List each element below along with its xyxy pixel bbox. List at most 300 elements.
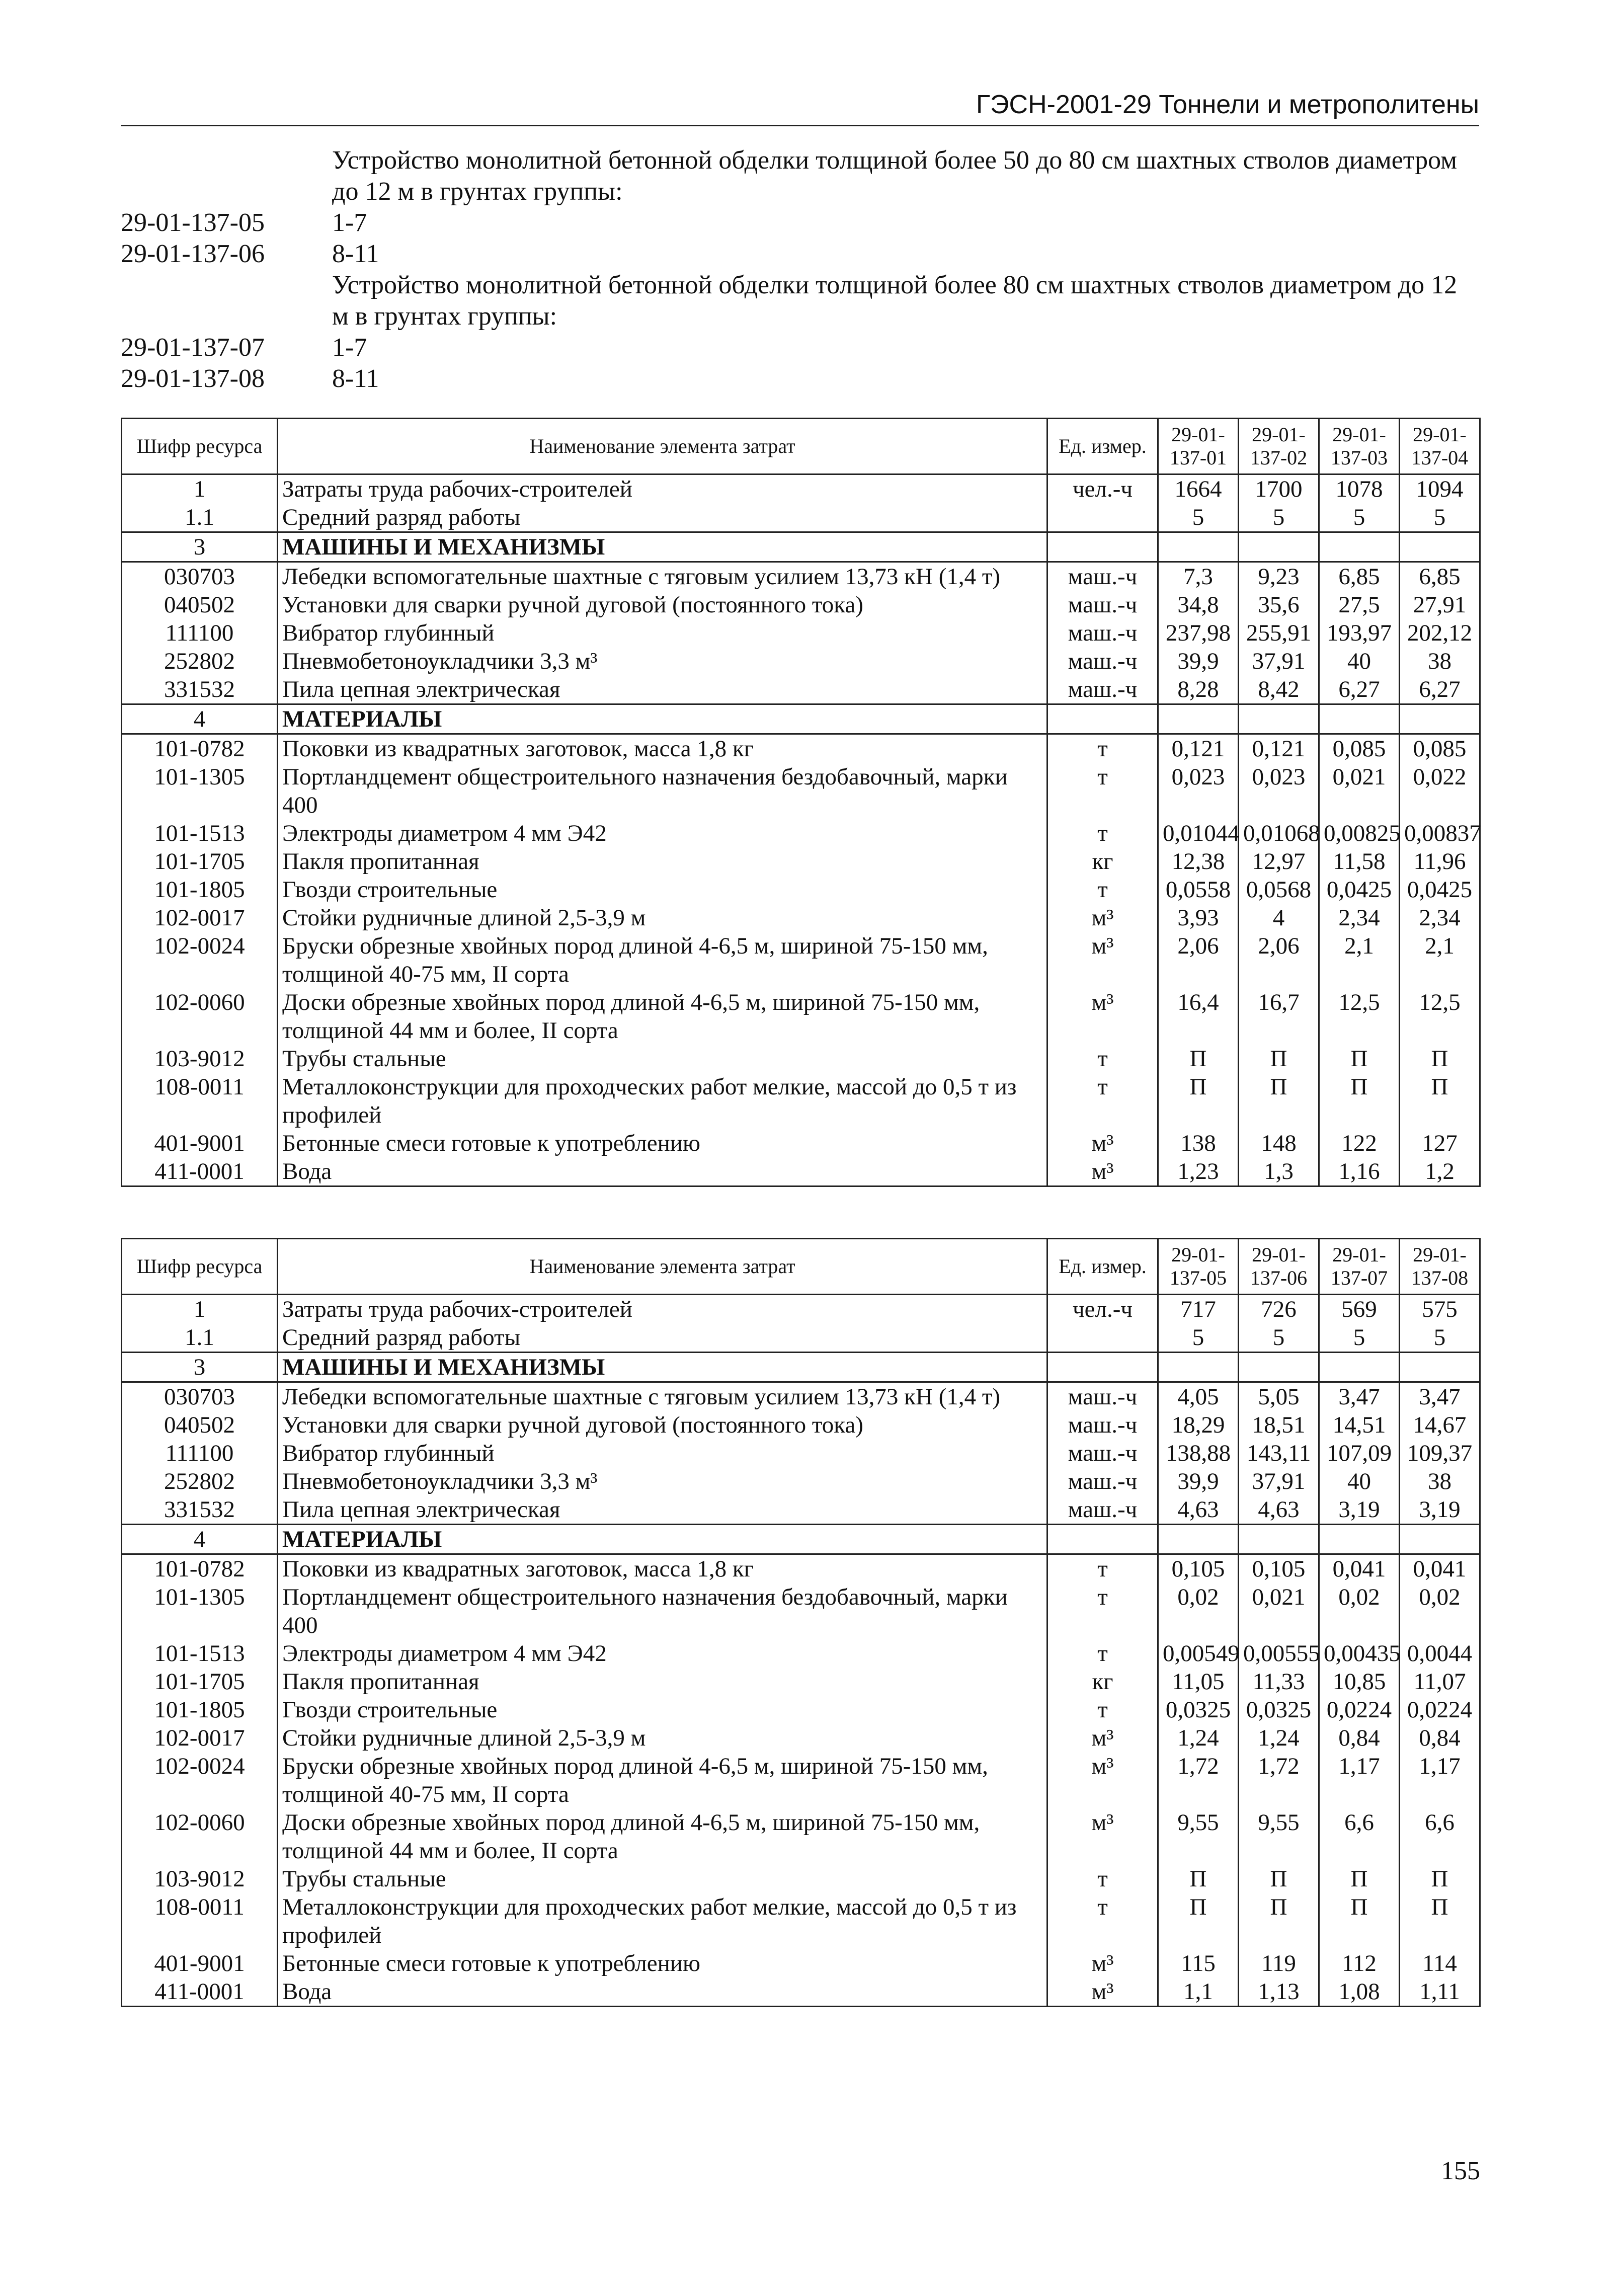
column-header-norm: 29-01-137-06	[1239, 1239, 1319, 1295]
table-row	[122, 1724, 1480, 1752]
cell-name: Установки для сварки ручной дуговой (постоянного тока)	[278, 591, 1047, 619]
table-row	[122, 1467, 1480, 1495]
cell-unit: маш.-ч	[1047, 1382, 1158, 1411]
intro-item-code: 29-01-137-07	[121, 333, 265, 362]
intro-item	[121, 332, 1479, 363]
cell-unit: т	[1047, 763, 1158, 819]
table-row	[122, 1583, 1480, 1639]
cell-unit: м³	[1047, 1977, 1158, 2007]
table-row	[122, 704, 1480, 734]
cell-code: 101-1805	[122, 1696, 278, 1724]
table-row	[122, 1525, 1480, 1554]
cell-code: 101-1305	[122, 1583, 278, 1639]
cell-name: Стойки рудничные длиной 2,5-3,9 м	[278, 1724, 1047, 1752]
cell-value: П	[1319, 1893, 1400, 1949]
cell-code: 331532	[122, 1495, 278, 1525]
intro-paragraph-2: Устройство монолитной бетонной обделки толщиной более 80 см шахтных стволов диаметром до 12 м в грунтах группы:	[332, 271, 1458, 331]
table-row	[122, 1295, 1480, 1324]
table-row	[122, 1495, 1480, 1525]
cell-value: 0,085	[1400, 734, 1480, 763]
cell-value: 12,5	[1319, 988, 1400, 1045]
column-header-name: Наименование элемента затрат	[278, 1239, 1047, 1295]
cell-value	[1319, 704, 1400, 734]
cell-code: 4	[122, 704, 278, 734]
table-row	[122, 474, 1480, 504]
cell-name: Бетонные смеси готовые к употреблению	[278, 1129, 1047, 1157]
cell-unit: т	[1047, 819, 1158, 847]
cell-unit: м³	[1047, 1724, 1158, 1752]
cell-value: 1700	[1239, 474, 1319, 504]
cell-value: 255,91	[1239, 619, 1319, 647]
table-row	[122, 1554, 1480, 1584]
column-header-norm: 29-01-137-02	[1239, 419, 1319, 474]
cell-unit: маш.-ч	[1047, 1495, 1158, 1525]
cell-name: Пила цепная электрическая	[278, 1495, 1047, 1525]
cell-value: 0,121	[1239, 734, 1319, 763]
cell-name: Лебедки вспомогательные шахтные с тяговым усилием 13,73 кН (1,4 т)	[278, 1382, 1047, 1411]
cell-value	[1319, 532, 1400, 562]
cell-unit: маш.-ч	[1047, 562, 1158, 591]
cell-name: Трубы стальные	[278, 1045, 1047, 1073]
cell-value: 5	[1158, 1323, 1239, 1353]
cell-value: 119	[1239, 1949, 1319, 1977]
table-row	[122, 904, 1480, 932]
table-row	[122, 562, 1480, 591]
cell-code: 101-1705	[122, 1668, 278, 1696]
table-row	[122, 1949, 1480, 1977]
cell-value: 1094	[1400, 474, 1480, 504]
cell-name: Вода	[278, 1157, 1047, 1186]
cell-code: 102-0017	[122, 1724, 278, 1752]
cell-code: 040502	[122, 591, 278, 619]
page-header	[121, 90, 1479, 126]
cell-value: 0,021	[1319, 763, 1400, 819]
cell-unit: кг	[1047, 1668, 1158, 1696]
cell-value: 1,24	[1239, 1724, 1319, 1752]
cell-name: Средний разряд работы	[278, 503, 1047, 532]
cell-value: 1,3	[1239, 1157, 1319, 1186]
cell-value: 6,6	[1400, 1808, 1480, 1865]
cell-value: 4,63	[1158, 1495, 1239, 1525]
cell-unit: маш.-ч	[1047, 647, 1158, 675]
cell-unit: маш.-ч	[1047, 1467, 1158, 1495]
intro-item-code: 29-01-137-08	[121, 364, 265, 393]
cell-value: 35,6	[1239, 591, 1319, 619]
cell-name: Гвозди строительные	[278, 876, 1047, 904]
cell-value: 2,1	[1319, 932, 1400, 988]
cell-value: 4	[1239, 904, 1319, 932]
table-row	[122, 1382, 1480, 1411]
cell-value: 3,47	[1319, 1382, 1400, 1411]
cell-value: П	[1319, 1865, 1400, 1893]
column-header-name: Наименование элемента затрат	[278, 419, 1047, 474]
table-row	[122, 1323, 1480, 1353]
cell-value: 5	[1400, 1323, 1480, 1353]
cell-name: Пневмобетоноукладчики 3,3 м³	[278, 1467, 1047, 1495]
cell-value: 0,0425	[1400, 876, 1480, 904]
cell-code: 401-9001	[122, 1129, 278, 1157]
cell-unit: т	[1047, 1045, 1158, 1073]
cell-code: 102-0060	[122, 1808, 278, 1865]
cell-value: 11,58	[1319, 847, 1400, 876]
cell-value: 5	[1239, 503, 1319, 532]
cell-code: 101-1805	[122, 876, 278, 904]
table-header-row	[122, 419, 1480, 474]
cell-value: 114	[1400, 1949, 1480, 1977]
intro-item-code: 29-01-137-05	[121, 208, 265, 237]
intro-item-text: 8-11	[332, 240, 379, 268]
column-header-norm: 29-01-137-04	[1400, 419, 1480, 474]
cell-value	[1158, 532, 1239, 562]
cell-code: 101-1305	[122, 763, 278, 819]
cell-value: 1,13	[1239, 1977, 1319, 2007]
cell-name: МАТЕРИАЛЫ	[278, 704, 1047, 734]
cell-unit: маш.-ч	[1047, 1439, 1158, 1467]
cell-value	[1400, 704, 1480, 734]
cell-value: 1,23	[1158, 1157, 1239, 1186]
cell-name: Установки для сварки ручной дуговой (постоянного тока)	[278, 1411, 1047, 1439]
intro-section	[121, 145, 1479, 394]
column-header-code: Шифр ресурса	[122, 419, 278, 474]
table-row	[122, 876, 1480, 904]
table-row	[122, 1752, 1480, 1808]
cell-unit: маш.-ч	[1047, 675, 1158, 704]
cell-code: 040502	[122, 1411, 278, 1439]
cell-code: 111100	[122, 1439, 278, 1467]
cell-value: 1,17	[1319, 1752, 1400, 1808]
cell-name: Гвозди строительные	[278, 1696, 1047, 1724]
table-row	[122, 1893, 1480, 1949]
cell-value: 112	[1319, 1949, 1400, 1977]
cell-name: Пила цепная электрическая	[278, 675, 1047, 704]
table-row	[122, 1439, 1480, 1467]
cell-code: 101-0782	[122, 1554, 278, 1584]
cell-value: 4,63	[1239, 1495, 1319, 1525]
cell-code: 108-0011	[122, 1893, 278, 1949]
cell-value: 0,022	[1400, 763, 1480, 819]
cell-unit	[1047, 503, 1158, 532]
cell-unit: т	[1047, 1865, 1158, 1893]
cell-name: Бруски обрезные хвойных пород длиной 4-6,5 м, шириной 75-150 мм, толщиной 40-75 мм, II сорта	[278, 1752, 1047, 1808]
cell-value: 40	[1319, 1467, 1400, 1495]
cell-value: 27,91	[1400, 591, 1480, 619]
cell-unit: чел.-ч	[1047, 1295, 1158, 1324]
cell-value: 6,85	[1319, 562, 1400, 591]
intro-item-text: 1-7	[332, 333, 367, 362]
cell-value	[1239, 704, 1319, 734]
column-header-norm: 29-01-137-01	[1158, 419, 1239, 474]
cell-name: Вибратор глубинный	[278, 1439, 1047, 1467]
cell-value: 202,12	[1400, 619, 1480, 647]
cell-value: 14,51	[1319, 1411, 1400, 1439]
cell-value: 12,97	[1239, 847, 1319, 876]
cell-value: 12,5	[1400, 988, 1480, 1045]
cell-unit: т	[1047, 1639, 1158, 1668]
table-row	[122, 847, 1480, 876]
cell-value: 2,06	[1158, 932, 1239, 988]
resource-table-2	[121, 1238, 1481, 2007]
cell-value: 115	[1158, 1949, 1239, 1977]
cell-unit: т	[1047, 734, 1158, 763]
cell-code: 101-1705	[122, 847, 278, 876]
cell-code: 411-0001	[122, 1157, 278, 1186]
cell-value: 37,91	[1239, 1467, 1319, 1495]
cell-value: 7,3	[1158, 562, 1239, 591]
table-row	[122, 1411, 1480, 1439]
cell-value: 1664	[1158, 474, 1239, 504]
cell-name: Стойки рудничные длиной 2,5-3,9 м	[278, 904, 1047, 932]
cell-value: 12,38	[1158, 847, 1239, 876]
cell-value: 1,2	[1400, 1157, 1480, 1186]
cell-value: 0,041	[1319, 1554, 1400, 1584]
table-row	[122, 1353, 1480, 1382]
cell-value: 37,91	[1239, 647, 1319, 675]
column-header-norm: 29-01-137-08	[1400, 1239, 1480, 1295]
cell-name: Электроды диаметром 4 мм Э42	[278, 819, 1047, 847]
cell-value: 1,24	[1158, 1724, 1239, 1752]
cell-value: П	[1239, 1893, 1319, 1949]
cell-value: 107,09	[1319, 1439, 1400, 1467]
table-row	[122, 1129, 1480, 1157]
cell-value: 0,0558	[1158, 876, 1239, 904]
page-number: 155	[1441, 2157, 1480, 2185]
cell-value: 1,72	[1239, 1752, 1319, 1808]
cell-value: 3,93	[1158, 904, 1239, 932]
table-row	[122, 1696, 1480, 1724]
cell-value: 726	[1239, 1295, 1319, 1324]
cell-value	[1400, 1353, 1480, 1382]
cell-value: 5	[1319, 1323, 1400, 1353]
cell-value: 11,96	[1400, 847, 1480, 876]
cell-unit	[1047, 1323, 1158, 1353]
cell-value: 0,0044	[1400, 1639, 1480, 1668]
table-row	[122, 1668, 1480, 1696]
table-row	[122, 1808, 1480, 1865]
cell-value: 0,02	[1319, 1583, 1400, 1639]
cell-value: 11,33	[1239, 1668, 1319, 1696]
cell-code: 103-9012	[122, 1865, 278, 1893]
cell-code: 111100	[122, 619, 278, 647]
table-row	[122, 1045, 1480, 1073]
cell-value	[1239, 1353, 1319, 1382]
cell-value: 122	[1319, 1129, 1400, 1157]
cell-code: 101-0782	[122, 734, 278, 763]
cell-unit: т	[1047, 1583, 1158, 1639]
cell-unit	[1047, 1353, 1158, 1382]
cell-value: 0,085	[1319, 734, 1400, 763]
cell-value: 575	[1400, 1295, 1480, 1324]
cell-value: 3,19	[1400, 1495, 1480, 1525]
cell-name: Электроды диаметром 4 мм Э42	[278, 1639, 1047, 1668]
cell-value: 6,27	[1319, 675, 1400, 704]
cell-value: П	[1158, 1865, 1239, 1893]
cell-value: 138	[1158, 1129, 1239, 1157]
cell-value	[1158, 1353, 1239, 1382]
cell-value: 0,023	[1239, 763, 1319, 819]
column-header-norm: 29-01-137-07	[1319, 1239, 1400, 1295]
table-row	[122, 619, 1480, 647]
cell-value: 5	[1400, 503, 1480, 532]
cell-value: 1078	[1319, 474, 1400, 504]
cell-value: 38	[1400, 1467, 1480, 1495]
cell-value: 127	[1400, 1129, 1480, 1157]
cell-code: 1	[122, 474, 278, 504]
cell-name: Вода	[278, 1977, 1047, 2007]
column-header-unit: Ед. измер.	[1047, 419, 1158, 474]
cell-value: 38	[1400, 647, 1480, 675]
cell-code: 252802	[122, 1467, 278, 1495]
cell-value: 8,42	[1239, 675, 1319, 704]
table-row	[122, 1073, 1480, 1129]
cell-value: 11,07	[1400, 1668, 1480, 1696]
cell-value: 569	[1319, 1295, 1400, 1324]
cell-value: 0,02	[1400, 1583, 1480, 1639]
cell-code: 1.1	[122, 1323, 278, 1353]
cell-value: 2,34	[1400, 904, 1480, 932]
cell-value: 0,0224	[1400, 1696, 1480, 1724]
cell-unit: маш.-ч	[1047, 591, 1158, 619]
cell-code: 108-0011	[122, 1073, 278, 1129]
cell-value: 18,51	[1239, 1411, 1319, 1439]
cell-value: 148	[1239, 1129, 1319, 1157]
cell-value: 6,6	[1319, 1808, 1400, 1865]
cell-value: 0,0325	[1158, 1696, 1239, 1724]
cell-name: Лебедки вспомогательные шахтные с тяговым усилием 13,73 кН (1,4 т)	[278, 562, 1047, 591]
table-row	[122, 1865, 1480, 1893]
cell-value: П	[1319, 1045, 1400, 1073]
cell-value: 1,16	[1319, 1157, 1400, 1186]
cell-value: П	[1239, 1865, 1319, 1893]
column-header-norm: 29-01-137-05	[1158, 1239, 1239, 1295]
cell-value: 0,0425	[1319, 876, 1400, 904]
column-header-norm: 29-01-137-03	[1319, 419, 1400, 474]
cell-code: 3	[122, 1353, 278, 1382]
cell-name: Портландцемент общестроительного назначения бездобавочный, марки 400	[278, 1583, 1047, 1639]
cell-value: 0,121	[1158, 734, 1239, 763]
cell-value	[1400, 1525, 1480, 1554]
cell-value: 27,5	[1319, 591, 1400, 619]
cell-value	[1239, 1525, 1319, 1554]
cell-name: Трубы стальные	[278, 1865, 1047, 1893]
cell-name: Затраты труда рабочих-строителей	[278, 474, 1047, 504]
cell-value: П	[1400, 1893, 1480, 1949]
cell-value: 1,72	[1158, 1752, 1239, 1808]
resource-table-1	[121, 418, 1481, 1187]
cell-name: МАТЕРИАЛЫ	[278, 1525, 1047, 1554]
cell-code: 030703	[122, 562, 278, 591]
cell-value: 1,08	[1319, 1977, 1400, 2007]
intro-item	[121, 363, 1479, 394]
cell-code: 411-0001	[122, 1977, 278, 2007]
cell-name: Металлоконструкции для проходческих работ мелкие, массой до 0,5 т из профилей	[278, 1073, 1047, 1129]
cell-code: 102-0024	[122, 932, 278, 988]
cell-value: 0,01068	[1239, 819, 1319, 847]
cell-code: 103-9012	[122, 1045, 278, 1073]
cell-value: 143,11	[1239, 1439, 1319, 1467]
document-title: ГЭСН-2001-29 Тоннели и метрополитены	[976, 90, 1479, 119]
cell-code: 102-0060	[122, 988, 278, 1045]
cell-unit: м³	[1047, 1949, 1158, 1977]
cell-value: 0,105	[1158, 1554, 1239, 1584]
cell-value: 0,00837	[1400, 819, 1480, 847]
cell-value: П	[1239, 1045, 1319, 1073]
cell-unit: м³	[1047, 1808, 1158, 1865]
cell-unit: м³	[1047, 1129, 1158, 1157]
cell-value: 16,7	[1239, 988, 1319, 1045]
cell-value: 0,0224	[1319, 1696, 1400, 1724]
cell-unit	[1047, 532, 1158, 562]
cell-value: 0,023	[1158, 763, 1239, 819]
cell-value: 0,01044	[1158, 819, 1239, 847]
cell-value: П	[1400, 1073, 1480, 1129]
cell-value: 34,8	[1158, 591, 1239, 619]
cell-value: 193,97	[1319, 619, 1400, 647]
intro-paragraph-1: Устройство монолитной бетонной обделки толщиной более 50 до 80 см шахтных стволов диаметром до 12 м в грунтах группы:	[332, 146, 1458, 206]
cell-name: Доски обрезные хвойных пород длиной 4-6,5 м, шириной 75-150 мм, толщиной 44 мм и более, II сорта	[278, 1808, 1047, 1865]
cell-name: Бетонные смеси готовые к употреблению	[278, 1949, 1047, 1977]
cell-value: 9,55	[1158, 1808, 1239, 1865]
cell-unit	[1047, 1525, 1158, 1554]
cell-value: 16,4	[1158, 988, 1239, 1045]
table-row	[122, 503, 1480, 532]
cell-unit: м³	[1047, 988, 1158, 1045]
cell-value: 1,17	[1400, 1752, 1480, 1808]
cell-value: 237,98	[1158, 619, 1239, 647]
cell-value: 0,00435	[1319, 1639, 1400, 1668]
cell-value: 0,84	[1400, 1724, 1480, 1752]
table-row	[122, 675, 1480, 704]
intro-item-text: 1-7	[332, 208, 367, 237]
cell-code: 331532	[122, 675, 278, 704]
column-header-unit: Ед. измер.	[1047, 1239, 1158, 1295]
cell-code: 101-1513	[122, 819, 278, 847]
cell-value: 5	[1319, 503, 1400, 532]
table-row	[122, 988, 1480, 1045]
cell-unit: м³	[1047, 904, 1158, 932]
cell-unit: т	[1047, 1696, 1158, 1724]
cell-value: 5	[1158, 503, 1239, 532]
intro-item-code: 29-01-137-06	[121, 240, 265, 268]
cell-code: 252802	[122, 647, 278, 675]
cell-value: 6,85	[1400, 562, 1480, 591]
cell-value	[1158, 1525, 1239, 1554]
cell-name: Металлоконструкции для проходческих работ мелкие, массой до 0,5 т из профилей	[278, 1893, 1047, 1949]
cell-name: Вибратор глубинный	[278, 619, 1047, 647]
column-header-code: Шифр ресурса	[122, 1239, 278, 1295]
cell-value: 2,06	[1239, 932, 1319, 988]
table-row	[122, 1157, 1480, 1186]
intro-item	[121, 207, 1479, 239]
cell-value: 1,1	[1158, 1977, 1239, 2007]
cell-value: 11,05	[1158, 1668, 1239, 1696]
cell-value: 0,00825	[1319, 819, 1400, 847]
cell-unit: м³	[1047, 932, 1158, 988]
table-row	[122, 734, 1480, 763]
cell-code: 030703	[122, 1382, 278, 1411]
cell-name: Бруски обрезные хвойных пород длиной 4-6,5 м, шириной 75-150 мм, толщиной 40-75 мм, II сорта	[278, 932, 1047, 988]
cell-value	[1319, 1525, 1400, 1554]
cell-code: 102-0024	[122, 1752, 278, 1808]
cell-value	[1319, 1353, 1400, 1382]
cell-value: 138,88	[1158, 1439, 1239, 1467]
cell-value: П	[1158, 1045, 1239, 1073]
cell-value: 3,19	[1319, 1495, 1400, 1525]
cell-code: 101-1513	[122, 1639, 278, 1668]
cell-code: 3	[122, 532, 278, 562]
cell-value: 3,47	[1400, 1382, 1480, 1411]
cell-value: 0,02	[1158, 1583, 1239, 1639]
cell-value: 6,27	[1400, 675, 1480, 704]
